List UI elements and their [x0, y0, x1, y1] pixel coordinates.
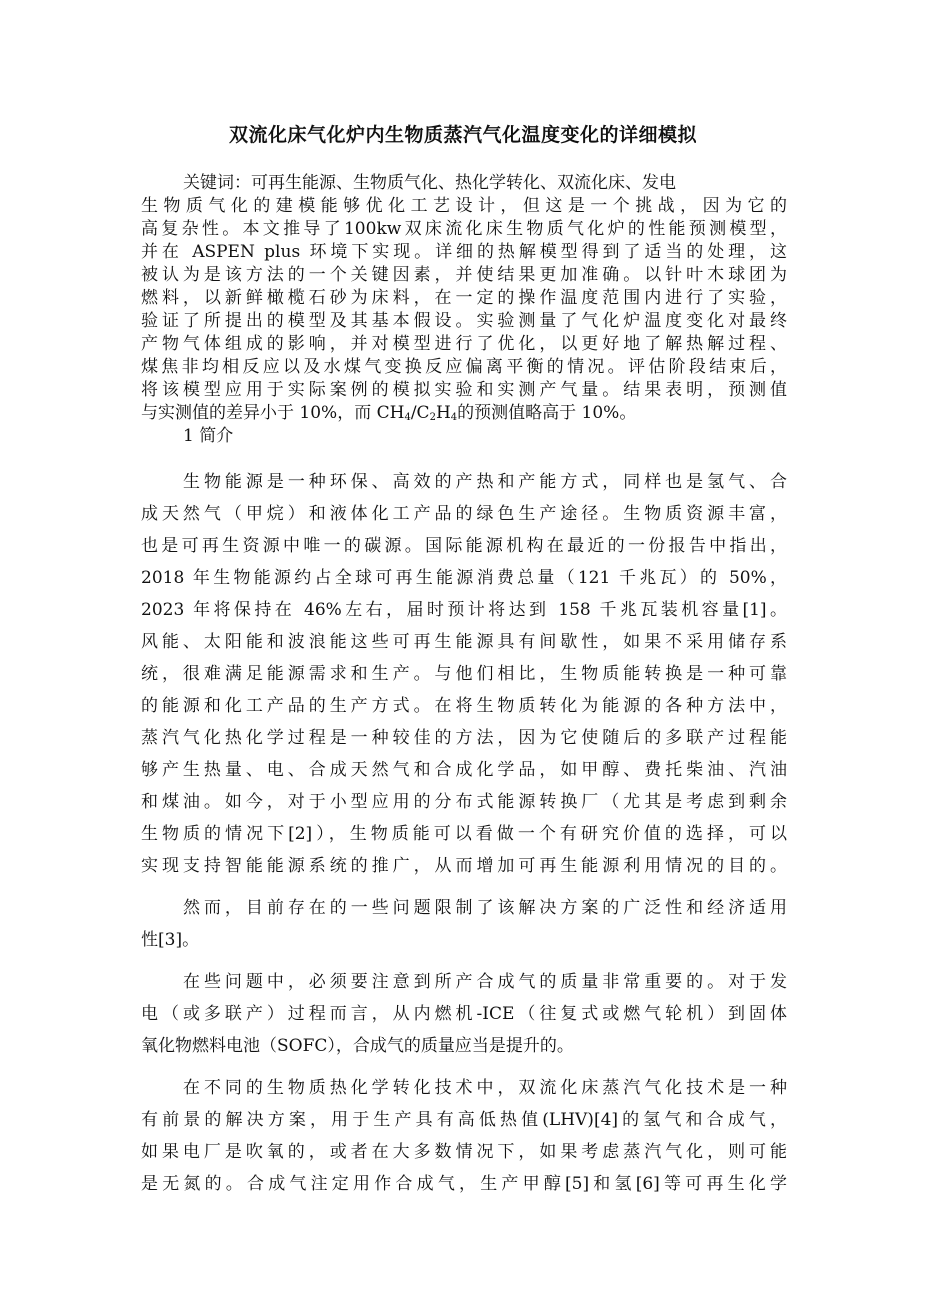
abstract-line: 被认为是该方法的一个关键因素，并使结果更加准确。以针叶木球团为 — [141, 265, 787, 285]
paragraph-line: 蒸汽气化热化学过程是一种较佳的方法，因为它使随后的多联产过程能 — [141, 728, 787, 748]
subscript: 2 — [429, 412, 436, 423]
paragraph-line: 在不同的生物质热化学转化技术中，双流化床蒸汽气化技术是一种 — [183, 1078, 787, 1098]
section-heading: 1 简介 — [183, 426, 234, 446]
paragraph-line: 氧化物燃料电池（SOFC），合成气的质量应当是提升的。 — [141, 1036, 574, 1056]
paragraph-line: 够产生热量、电、合成天然气和合成化学品，如甲醇、费托柴油、汽油 — [141, 760, 787, 780]
abstract-last-line — [141, 402, 787, 425]
paragraph-line: 实现支持智能能源系统的推广，从而增加可再生能源利用情况的目的。 — [141, 856, 787, 876]
paragraph-line: 有前景的解决方案，用于生产具有高低热值(LHV)[4]的氢气和合成气， — [141, 1110, 787, 1130]
abstract-line: 煤焦非均相反应以及水煤气变换反应偏离平衡的情况。评估阶段结束后， — [141, 357, 787, 377]
paragraph-line: 统，很难满足能源需求和生产。与他们相比，生物质能转换是一种可靠 — [141, 664, 787, 684]
abstract-line: 燃料，以新鲜橄榄石砂为床料，在一定的操作温度范围内进行了实验， — [141, 288, 787, 308]
abstract-line: 生物质气化的建模能够优化工艺设计，但这是一个挑战，因为它的 — [141, 196, 787, 216]
abstract-line: 并在 ASPEN plus 环境下实现。详细的热解模型得到了适当的处理，这 — [141, 242, 787, 262]
paragraph-line: 如果电厂是吹氧的，或者在大多数情况下，如果考虑蒸汽气化，则可能 — [141, 1142, 787, 1162]
abstract-line: 验证了所提出的模型及其基本假设。实验测量了气化炉温度变化对最终 — [141, 311, 787, 331]
paragraph-line: 电（或多联产）过程而言，从内燃机-ICE（往复式或燃气轮机）到固体 — [141, 1004, 787, 1024]
paragraph-line: 生物能源是一种环保、高效的产热和产能方式，同样也是氢气、合 — [183, 472, 787, 492]
keywords-line: 关键词：可再生能源、生物质气化、热化学转化、双流化床、发电 — [183, 173, 676, 193]
abstract-last-text: 的预测值略高于 10%。 — [457, 403, 637, 423]
paragraph-line: 风能、太阳能和波浪能这些可再生能源具有间歇性，如果不采用储存系 — [141, 632, 787, 652]
abstract-line: 高复杂性。本文推导了100kw双床流化床生物质气化炉的性能预测模型， — [141, 219, 787, 239]
paragraph-line: 的能源和化工产品的生产方式。在将生物质转化为能源的各种方法中， — [141, 696, 787, 716]
paragraph-line: 成天然气（甲烷）和液体化工产品的绿色生产途径。生物质资源丰富， — [141, 504, 787, 524]
abstract-line: 将该模型应用于实际案例的模拟实验和实测产气量。结果表明，预测值 — [141, 380, 787, 400]
paragraph-line: 性[3]。 — [141, 930, 200, 950]
paragraph-line: 和煤油。如今，对于小型应用的分布式能源转换厂（尤其是考虑到剩余 — [141, 792, 787, 812]
abstract-last-text: H — [435, 403, 451, 423]
abstract-last-text: /C — [410, 403, 430, 423]
subscript: 4 — [450, 412, 458, 423]
paragraph-line: 2023 年将保持在 46%左右，届时预计将达到 158 千兆瓦装机容量[1]。 — [141, 600, 787, 620]
paragraph-line: 也是可再生资源中唯一的碳源。国际能源机构在最近的一份报告中指出， — [141, 536, 787, 556]
paragraph-line: 是无氮的。合成气注定用作合成气，生产甲醇[5]和氢[6]等可再生化学 — [141, 1174, 787, 1194]
paragraph-line: 在些问题中，必须要注意到所产合成气的质量非常重要的。对于发 — [183, 972, 787, 992]
abstract-last-text: 与实测值的差异小于 10%，而 CH — [141, 403, 405, 423]
abstract-line: 产物气体组成的影响，并对模型进行了优化，以更好地了解热解过程、 — [141, 334, 787, 354]
paragraph-line: 然而，目前存在的一些问题限制了该解决方案的广泛性和经济适用 — [183, 898, 787, 918]
document-title: 双流化床气化炉内生物质蒸汽气化温度变化的详细模拟 — [228, 124, 697, 146]
subscript: 4 — [404, 412, 411, 423]
paragraph-line: 2018 年生物能源约占全球可再生能源消费总量（121 千兆瓦）的 50%， — [141, 568, 787, 588]
paragraph-line: 生物质的情况下[2]），生物质能可以看做一个有研究价值的选择，可以 — [141, 824, 787, 844]
